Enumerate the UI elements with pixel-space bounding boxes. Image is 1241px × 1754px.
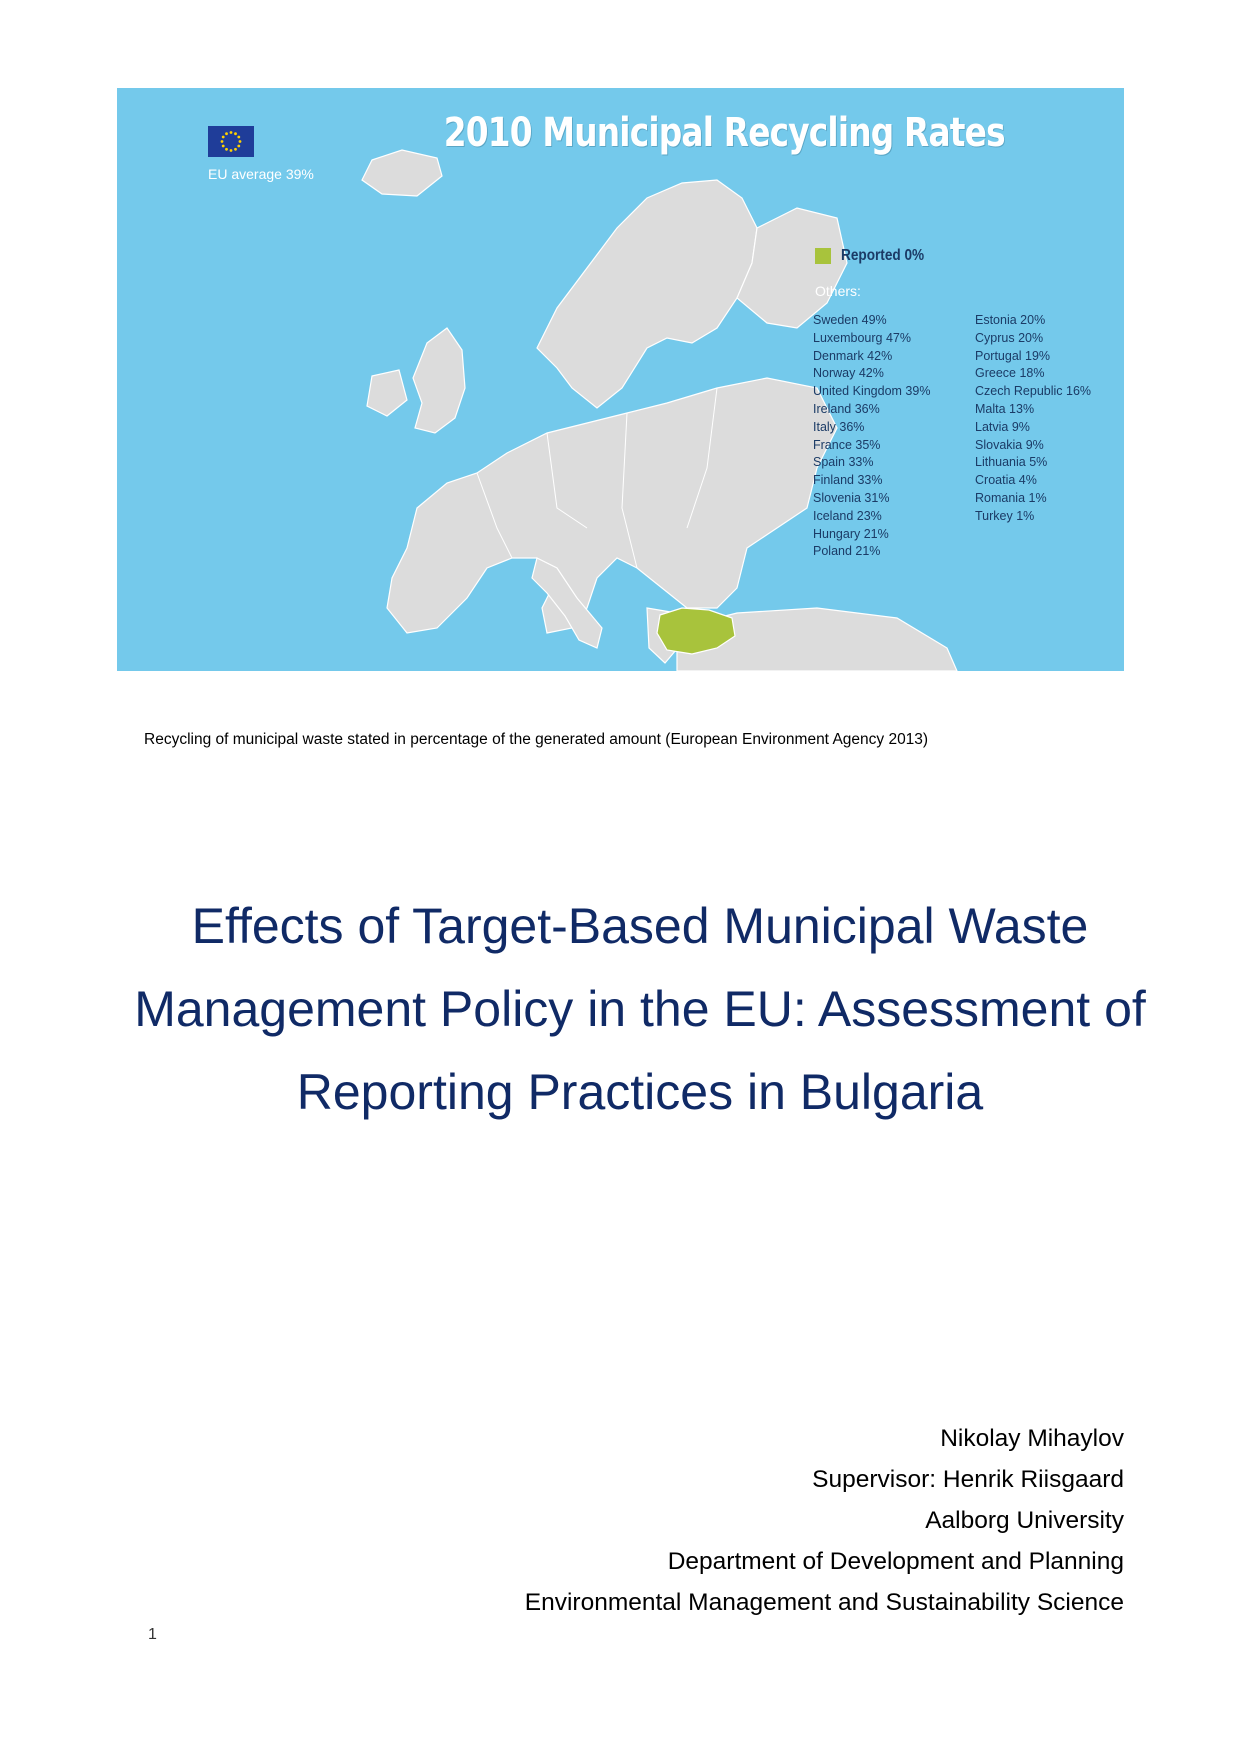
legend-reported-label: Reported 0% bbox=[841, 247, 925, 264]
rate-item: Sweden 49% bbox=[813, 313, 887, 327]
document-title: Effects of Target-Based Municipal Waste Management Policy in the EU: Assessment of Reporting Practices in Bulgaria bbox=[134, 898, 1146, 1120]
eu-flag-icon bbox=[208, 126, 254, 157]
rate-item: Finland 33% bbox=[813, 473, 883, 488]
supervisor-name: Supervisor: Henrik Riisgaard bbox=[812, 1466, 1124, 1493]
others-heading: Others: bbox=[815, 283, 861, 299]
rates-list-column-1 bbox=[813, 312, 930, 561]
rate-item: Denmark 42% bbox=[813, 348, 893, 363]
university-name: Aalborg University bbox=[925, 1507, 1124, 1534]
rate-item: Luxembourg 47% bbox=[813, 330, 911, 345]
figure-caption: Recycling of municipal waste stated in percentage of the generated amount (European Environment Agency 2013) bbox=[144, 731, 929, 748]
department-name: Department of Development and Planning bbox=[667, 1548, 1124, 1575]
rate-item: Lithuania 5% bbox=[975, 455, 1048, 470]
rate-item: Cyprus 20% bbox=[975, 330, 1044, 345]
rate-item: Hungary 21% bbox=[813, 526, 889, 541]
eu-average-label: EU average 39% bbox=[208, 166, 314, 182]
rate-item: Romania 1% bbox=[975, 490, 1047, 505]
rate-item: Estonia 20% bbox=[975, 313, 1046, 327]
rate-item: Croatia 4% bbox=[975, 473, 1037, 488]
map-title: 2010 Municipal Recycling Rates bbox=[443, 110, 1005, 156]
rate-item: United Kingdom 39% bbox=[813, 384, 931, 399]
author-name: Nikolay Mihaylov bbox=[940, 1425, 1124, 1452]
rate-item: Iceland 23% bbox=[813, 508, 882, 523]
affiliation-block bbox=[525, 1500, 1124, 1623]
rate-item: Spain 33% bbox=[813, 455, 874, 470]
author-block bbox=[812, 1418, 1124, 1500]
rate-item: Czech Republic 16% bbox=[975, 384, 1092, 399]
legend-swatch bbox=[815, 248, 831, 264]
rate-item: Italy 36% bbox=[813, 419, 865, 434]
rate-item: Malta 13% bbox=[975, 401, 1035, 416]
rate-item: Slovakia 9% bbox=[975, 437, 1044, 452]
rate-item: Turkey 1% bbox=[975, 508, 1035, 523]
rate-item: Greece 18% bbox=[975, 366, 1045, 381]
legend-reported bbox=[815, 246, 939, 266]
page-number: 1 bbox=[148, 1626, 157, 1643]
programme-name: Environmental Management and Sustainability Science bbox=[524, 1589, 1124, 1616]
britain-shape bbox=[413, 328, 465, 433]
iceland-shape bbox=[362, 150, 442, 196]
rate-item: Portugal 19% bbox=[975, 348, 1051, 363]
rate-item: Ireland 36% bbox=[813, 401, 880, 416]
recycling-map-figure bbox=[117, 88, 1124, 671]
rate-item: Latvia 9% bbox=[975, 419, 1030, 434]
ireland-shape bbox=[367, 370, 407, 416]
rate-item: Norway 42% bbox=[813, 366, 884, 381]
scandinavia-shape bbox=[537, 180, 757, 408]
rates-list-column-2 bbox=[975, 312, 1091, 526]
rate-item: Poland 21% bbox=[813, 544, 881, 559]
rate-item: France 35% bbox=[813, 437, 881, 452]
rate-item: Slovenia 31% bbox=[813, 490, 890, 505]
